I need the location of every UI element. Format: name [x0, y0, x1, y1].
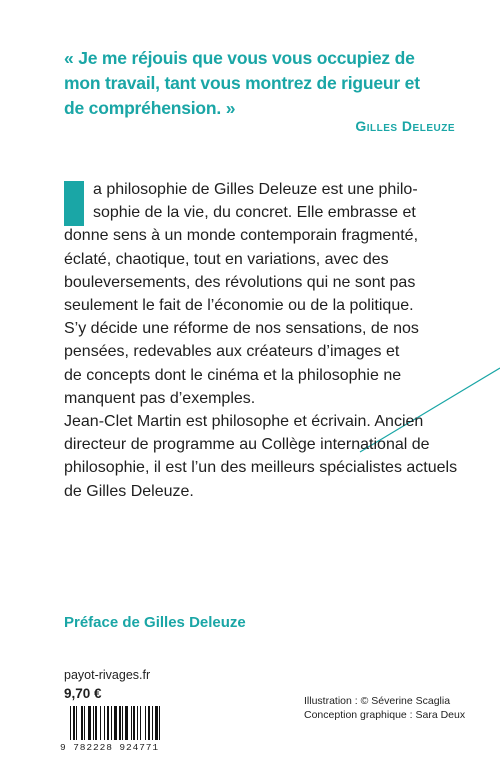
barcode-bar — [111, 706, 112, 740]
publisher-url: payot-rivages.fr — [64, 668, 151, 682]
quote-line: « Je me réjouis que vous vous occupiez de — [64, 48, 415, 68]
barcode-bar — [104, 706, 105, 740]
barcode-bar — [70, 706, 71, 740]
credits — [304, 694, 465, 722]
barcode-bar — [107, 706, 109, 740]
barcode-bar — [148, 706, 150, 740]
bio-line: directeur de programme au Collège international de — [64, 436, 430, 454]
summary-line: manquent pas d’exemples. — [64, 389, 256, 407]
barcode-bar — [140, 706, 141, 740]
barcode-bar — [152, 706, 153, 740]
author-bio — [64, 410, 464, 503]
barcode-bar — [114, 706, 117, 740]
barcode-bar — [84, 706, 85, 740]
isbn-barcode — [60, 706, 185, 752]
quote-line: de compréhension. » — [64, 98, 236, 118]
barcode-bar — [131, 706, 132, 740]
bio-line: Jean-Clet Martin est philosophe et écrivain. Ancien — [64, 413, 424, 430]
barcode-bar — [155, 706, 158, 740]
barcode-bar — [159, 706, 160, 740]
summary-line: éclaté, chaotique, tout en variations, avec des — [64, 250, 389, 268]
preface-credit: Préface de Gilles Deleuze — [64, 614, 246, 631]
design-credit: Conception graphique : Sara Deux — [304, 709, 466, 721]
barcode-bar — [73, 706, 75, 740]
isbn-digits: 9 782228 924771 — [60, 742, 160, 753]
summary-line: de concepts dont le cinéma et la philosophie ne — [64, 366, 402, 384]
bio-line: de Gilles Deleuze. — [64, 482, 194, 500]
barcode-bar — [81, 706, 83, 740]
barcode-bar — [119, 706, 121, 740]
summary-paragraph — [64, 178, 454, 410]
barcode-bar — [145, 706, 146, 740]
bio-line: philosophie, il est l’un des meilleurs spécialistes actuels — [64, 459, 458, 477]
barcode-bar — [122, 706, 123, 740]
barcode-bars — [70, 706, 184, 740]
illustration-credit: Illustration : © Séverine Scaglia — [304, 695, 451, 707]
summary-line: bouleversements, des révolutions qui ne sont pas — [64, 273, 416, 291]
barcode-bar — [125, 706, 128, 740]
barcode-bar — [137, 706, 138, 740]
price: 9,70 € — [64, 686, 102, 701]
summary-line: pensées, redevables aux créateurs d’images et — [64, 343, 400, 361]
summary-line: seulement le fait de l’économie ou de la politique. — [64, 297, 414, 315]
back-cover-quote — [64, 46, 464, 121]
barcode-bar — [76, 706, 77, 740]
summary-line: donne sens à un monde contemporain fragmenté, — [64, 227, 419, 245]
barcode-bar — [93, 706, 94, 740]
quote-author: Gilles Deleuze — [355, 118, 455, 134]
barcode-bar — [133, 706, 135, 740]
summary-line: a philosophie de Gilles Deleuze est une philo- — [93, 181, 418, 198]
barcode-bar — [88, 706, 91, 740]
barcode-bar — [95, 706, 97, 740]
quote-line: mon travail, tant vous montrez de rigueur et — [64, 73, 420, 93]
summary-line: sophie de la vie, du concret. Elle embrasse et — [93, 204, 416, 222]
barcode-bar — [100, 706, 101, 740]
summary-line: S’y décide une réforme de nos sensations, de nos — [64, 320, 419, 338]
